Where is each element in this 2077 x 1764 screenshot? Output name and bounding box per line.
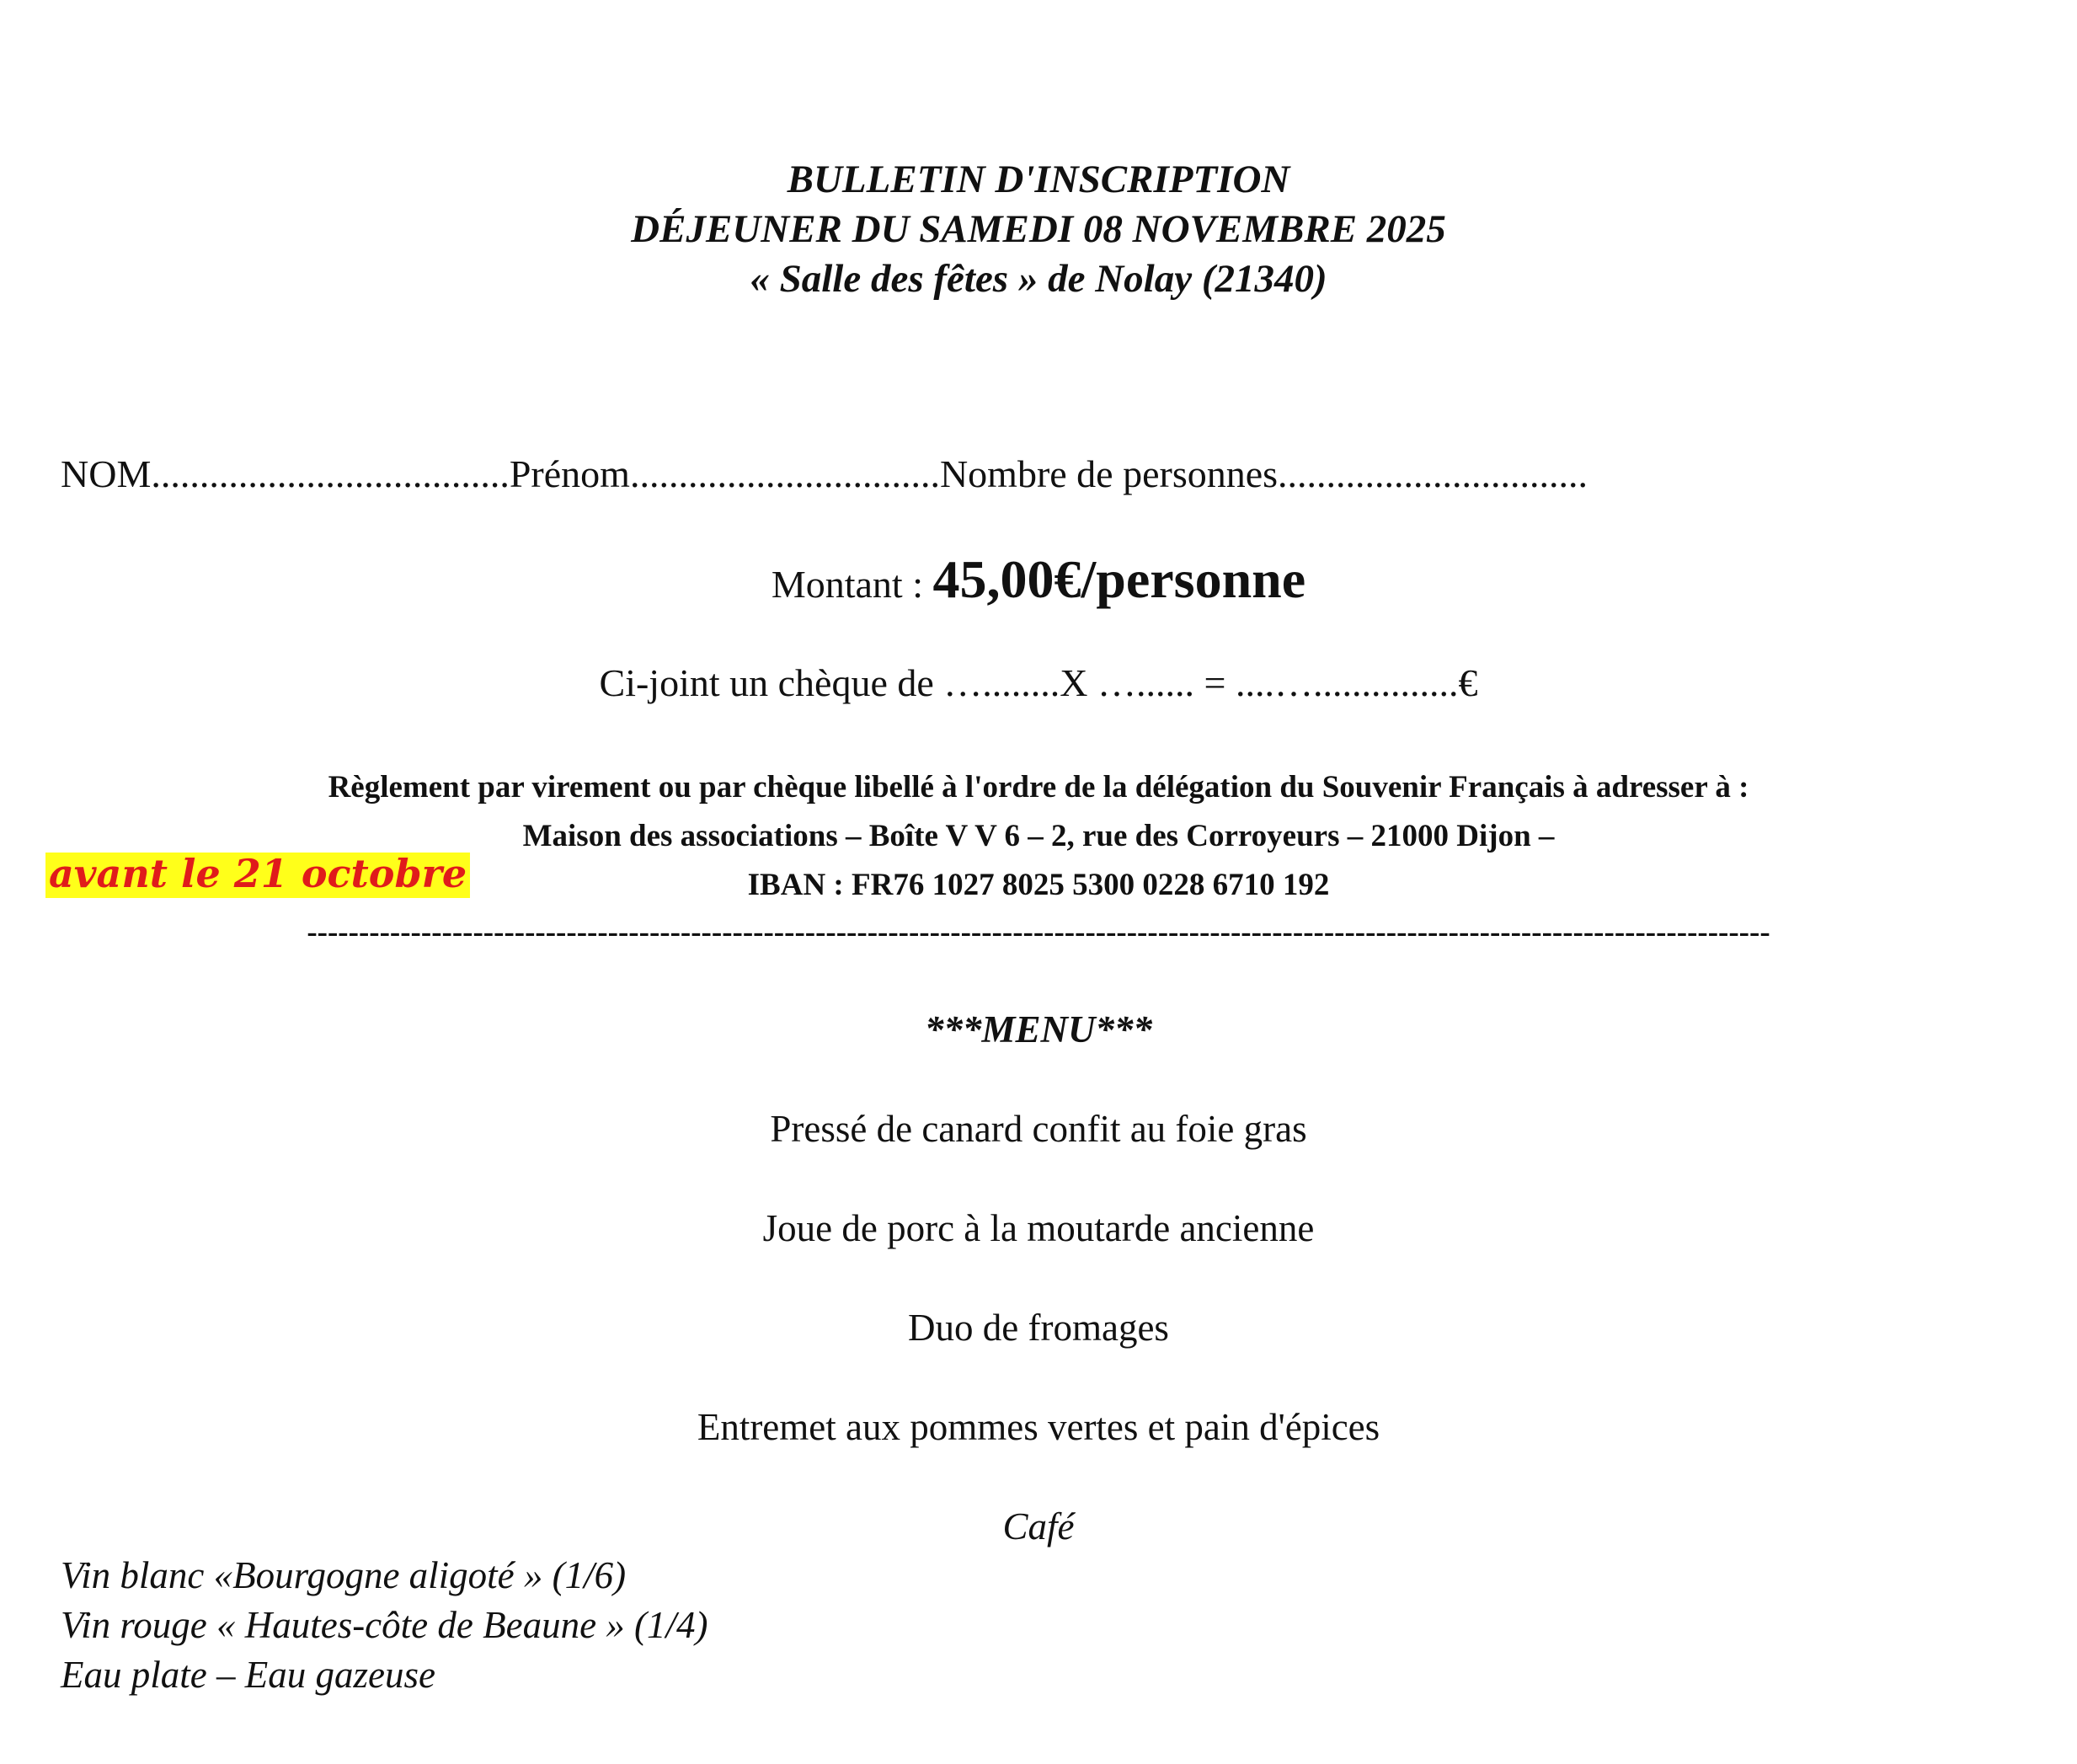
menu-item-dessert: Entremet aux pommes vertes et pain d'épices bbox=[697, 1406, 1380, 1448]
deadline-highlight: avant le 21 octobre bbox=[45, 853, 470, 898]
menu-item-cheese: Duo de fromages bbox=[908, 1307, 1169, 1349]
drink-red-wine: Vin rouge « Hautes-côte de Beaune » (1/4) bbox=[61, 1604, 708, 1646]
venue-title: « Salle des fêtes » de Nolay (21340) bbox=[750, 257, 1327, 301]
event-title: DÉJEUNER DU SAMEDI 08 NOVEMBRE 2025 bbox=[631, 207, 1446, 251]
amount-value: 45,00€/personne bbox=[932, 549, 1306, 609]
menu-item-coffee: Café bbox=[1002, 1505, 1075, 1548]
amount-label: Montant : bbox=[771, 563, 933, 606]
separator-line: --------------------------------------------------------------------------------------------------------------------------------------------- bbox=[307, 915, 1770, 949]
payment-instructions: Règlement par virement ou par chèque libellé à l'ordre de la délégation du Souvenir Français à adresser à : bbox=[328, 770, 1749, 804]
drink-white-wine: Vin blanc «Bourgogne aligoté » (1/6) bbox=[61, 1554, 627, 1596]
menu-title: ***MENU*** bbox=[924, 1008, 1153, 1050]
drink-water: Eau plate – Eau gazeuse bbox=[61, 1654, 435, 1696]
menu-item-main: Joue de porc à la moutarde ancienne bbox=[762, 1207, 1315, 1249]
registration-fields-line: NOM.....................................Prénom................................Nombre de personnes................................ bbox=[61, 452, 1588, 495]
payment-iban: IBAN : FR76 1027 8025 5300 0228 6710 192 bbox=[747, 868, 1330, 902]
menu-item-starter: Pressé de canard confit au foie gras bbox=[770, 1108, 1307, 1150]
cheque-line: Ci-joint un chèque de …........X …...... = ....…...............€ bbox=[599, 661, 1478, 704]
payment-address: Maison des associations – Boîte V V 6 – 2, rue des Corroyeurs – 21000 Dijon – bbox=[522, 819, 1555, 853]
document-title: BULLETIN D'INSCRIPTION bbox=[787, 158, 1290, 201]
amount-line bbox=[0, 549, 2077, 609]
